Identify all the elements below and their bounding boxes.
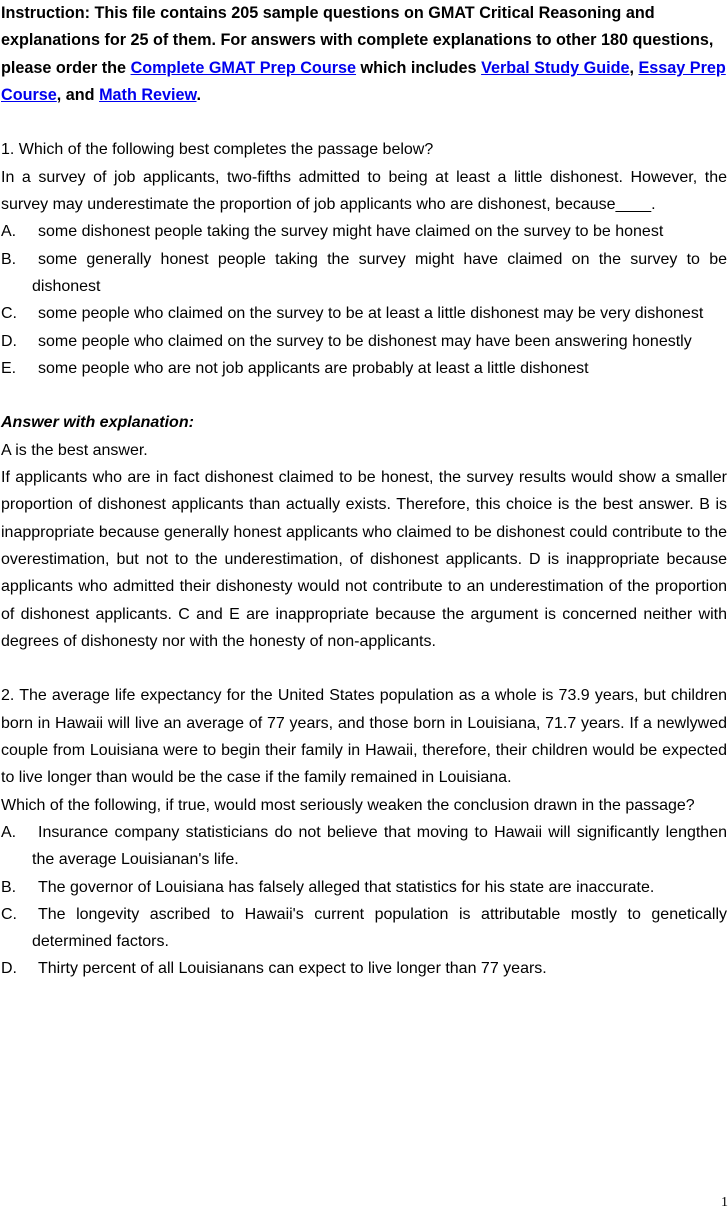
q1-question: 1. Which of the following best completes the passage below? xyxy=(1,141,434,159)
option-letter: A. xyxy=(1,823,17,841)
q1-option-a xyxy=(1,218,727,245)
q1-answer: A is the best answer. xyxy=(1,441,148,459)
spacer xyxy=(1,382,727,409)
spacer xyxy=(1,109,727,136)
option-letter: C. xyxy=(1,905,17,923)
option-letter: B. xyxy=(1,878,17,896)
page-number: 1 xyxy=(721,1195,728,1210)
instruction-end: . xyxy=(196,85,202,104)
instruction-mid2: , and xyxy=(56,85,100,104)
q1-option-d xyxy=(1,328,727,355)
q1-passage: In a survey of job applicants, two-fifths admitted to being at least a little dishonest. However, the survey may underestimate the proportion of job applicants who are dishonest, because____. xyxy=(1,168,727,214)
spacer xyxy=(1,655,727,682)
option-text: some dishonest people taking the survey might have claimed on the survey to be honest xyxy=(38,223,664,241)
option-letter: D. xyxy=(1,960,17,978)
complete-gmat-prep-course-link[interactable]: Complete GMAT Prep Course xyxy=(130,58,357,77)
option-text: some people who are not job applicants are probably at least a little dishonest xyxy=(38,359,589,377)
option-letter: C. xyxy=(1,305,17,323)
option-letter: E. xyxy=(1,359,17,377)
q1-explanation: If applicants who are in fact dishonest claimed to be honest, the survey results would show a smaller proportion of dishonest applicants than actually exists. Therefore, this choice is the best answer. B is inappropriate because generally honest applicants who claimed to be dishonest could contribute to the overestimation, but not to the underestimation, of dishonest applicants. D is inappropriate because applicants who admitted their dishonesty would not contribute to an underestimation of the proportion of dishonest applicants. C and E are inappropriate because the argument is concerned neither with degrees of dishonesty nor with the honesty of non-applicants. xyxy=(1,469,727,650)
option-letter: D. xyxy=(1,332,17,350)
option-text: Thirty percent of all Louisianans can expect to live longer than 77 years. xyxy=(38,960,547,978)
q1-option-b xyxy=(1,246,727,301)
option-letter: B. xyxy=(1,250,17,268)
instruction-lead: Instruction: This file contains 205 sample questions on GMAT Critical Reasoning and explanations for 25 of them. For answers with complete explanations to other 180 questions, please order the xyxy=(1,4,714,77)
document-page xyxy=(1,0,727,983)
q2-passage: 2. The average life expectancy for the United States population as a whole is 73.9 years, but children born in Hawaii will live an average of 77 years, and those born in Louisiana, 71.7 years. If a newlywed couple from Louisiana were to begin their family in Hawaii, therefore, their children would be expected to live longer than would be the case if the family remained in Louisiana. xyxy=(1,687,727,787)
q2-option-a xyxy=(1,819,727,874)
option-text: some generally honest people taking the survey might have claimed on the survey to be dishonest xyxy=(32,250,727,295)
math-review-link[interactable]: Math Review xyxy=(99,85,197,104)
answer-heading: Answer with explanation: xyxy=(1,414,194,432)
q2-option-d xyxy=(1,955,727,982)
option-text: The governor of Louisiana has falsely alleged that statistics for his state are inaccurate. xyxy=(38,878,655,896)
option-text: The longevity ascribed to Hawaii's current population is attributable mostly to genetically determined factors. xyxy=(32,905,727,951)
q2-option-c xyxy=(1,901,727,956)
instruction-sep1: , xyxy=(629,58,639,77)
q1-option-c xyxy=(1,300,727,327)
instruction-paragraph xyxy=(1,0,727,109)
option-letter: A. xyxy=(1,223,17,241)
option-text: some people who claimed on the survey to be dishonest may have been answering honestly xyxy=(38,332,692,350)
verbal-study-guide-link[interactable]: Verbal Study Guide xyxy=(481,58,630,77)
option-text: some people who claimed on the survey to be at least a little dishonest may be very dishonest xyxy=(38,305,704,323)
essay-prep-course-link[interactable]: Essay Prep Course xyxy=(1,58,726,104)
instruction-mid1: which includes xyxy=(356,58,482,77)
q2-question: Which of the following, if true, would most seriously weaken the conclusion drawn in the passage? xyxy=(1,796,695,814)
option-text: Insurance company statisticians do not believe that moving to Hawaii will significantly lengthen the average Louisianan's life. xyxy=(32,823,727,869)
q2-option-b xyxy=(1,874,727,901)
q1-option-e xyxy=(1,355,727,382)
